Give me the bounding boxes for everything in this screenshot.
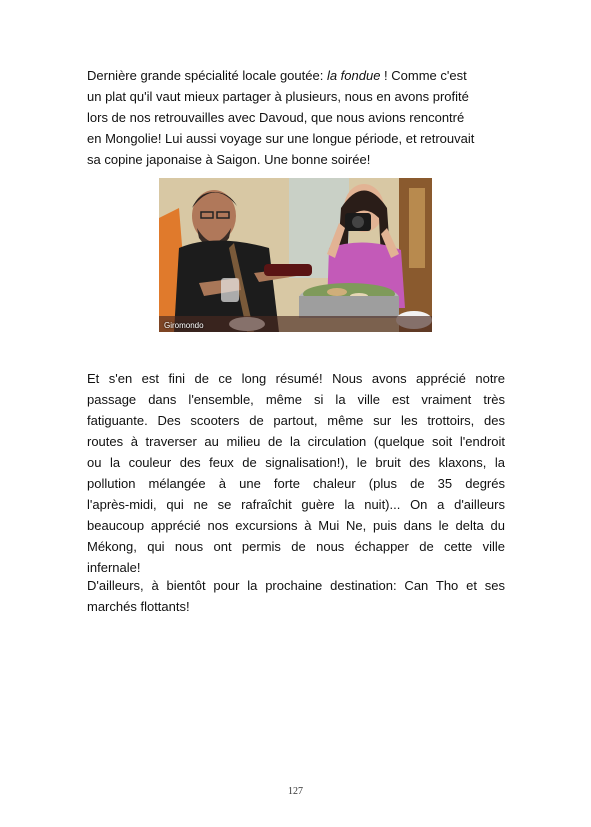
text-line: infernale! (87, 560, 141, 575)
text-line: marchés flottants! (87, 599, 190, 614)
text-line: Et s'en est fini de ce long résumé! Nous avons apprécié notre (87, 371, 505, 386)
page-number: 127 (288, 786, 303, 797)
dish-name: la fondue (326, 68, 381, 83)
text-line: Mékong, qui nous ont permis de nous échapper de cette ville (87, 539, 505, 554)
text-line: passage dans l'ensemble, même si la ville est vraiment très (87, 392, 505, 407)
text-line: l'après-midi, qui ne se rafraîchit guère la nuit)... On a d'ailleurs (87, 497, 505, 512)
text-line: un plat qu'il vaut mieux partager à plusieurs, nous en avons profité (87, 89, 469, 104)
text-line: Dernière grande spécialité locale goutée: la fondue ! Comme c'est (87, 68, 467, 83)
text-line: sa copine japonaise à Saigon. Une bonne soirée! (87, 152, 371, 167)
paragraph-next-destination (87, 575, 505, 617)
text-line: ou la couleur des feux de signalisation!), le bruit des klaxons, la (87, 455, 505, 470)
paragraph-fondue (87, 65, 505, 170)
photo-watermark: Giromondo (164, 321, 204, 330)
dinner-photo-illustration (159, 178, 432, 332)
text-line: pollution mélangée à une forte chaleur (plus de 35 degrés (87, 476, 505, 491)
text-line: en Mongolie! Lui aussi voyage sur une longue période, et retrouvait (87, 131, 475, 146)
text-line: beaucoup apprécié nos excursions à Mui Ne, puis dans le delta du (87, 518, 505, 533)
paragraph-summary (87, 368, 505, 578)
text-line: routes à traverser au milieu de la circulation (quelque soit l'endroit (87, 434, 505, 449)
text-line: D'ailleurs, à bientôt pour la prochaine destination: Can Tho et ses (87, 578, 505, 593)
text-line: lors de nos retrouvailles avec Davoud, que nous avions rencontré (87, 110, 465, 125)
dinner-photo (159, 178, 432, 332)
text-line: fatiguante. Des scooters de partout, même sur les trottoirs, des (87, 413, 505, 428)
